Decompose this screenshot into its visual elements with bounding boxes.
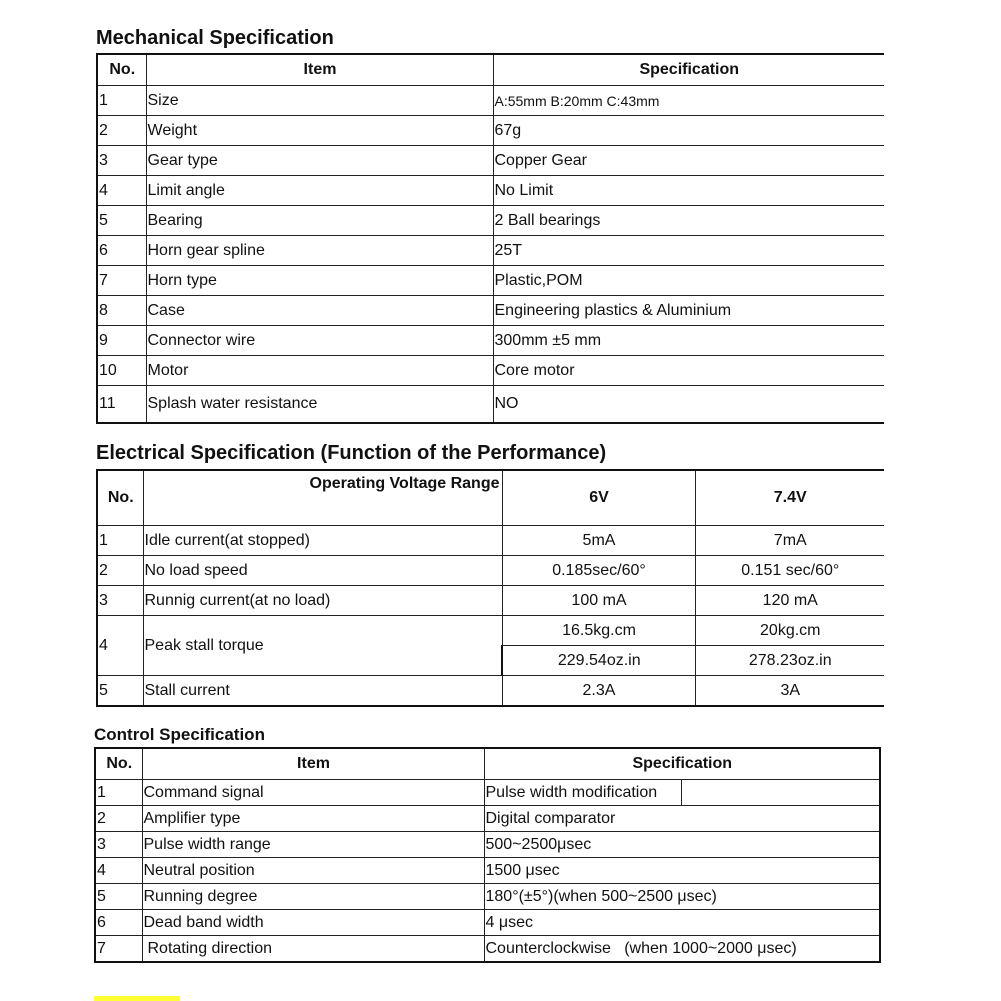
empty-cell xyxy=(681,780,880,806)
row-spec: Digital comparator xyxy=(484,806,880,832)
electrical-spec-title: Electrical Specification (Function of the Performance) xyxy=(96,442,607,464)
table-row xyxy=(97,266,884,296)
table-row xyxy=(97,326,884,356)
row-no: 5 xyxy=(97,206,146,236)
row-no: 1 xyxy=(95,780,142,806)
row-spec: 2 Ball bearings xyxy=(493,206,884,236)
row-no: 4 xyxy=(95,858,142,884)
row-spec: No Limit xyxy=(493,176,884,206)
header-operating-voltage-range: Operating Voltage Range xyxy=(143,470,502,526)
table-row xyxy=(97,616,884,646)
row-no: 4 xyxy=(97,176,146,206)
row-item: Case xyxy=(146,296,493,326)
row-no: 5 xyxy=(97,676,143,707)
row-7-4v-alt: 278.23oz.in xyxy=(695,646,884,676)
row-spec: NO xyxy=(493,386,884,424)
header-spec: Specification xyxy=(493,54,884,86)
header-item: Item xyxy=(142,748,484,780)
table-row xyxy=(97,526,884,556)
row-item: Splash water resistance xyxy=(146,386,493,424)
row-7-4v: 0.151 sec/60° xyxy=(695,556,884,586)
row-item: Pulse width range xyxy=(142,832,484,858)
row-no: 2 xyxy=(97,116,146,146)
row-item: Limit angle xyxy=(146,176,493,206)
table-row xyxy=(95,910,880,936)
row-7-4v: 3A xyxy=(695,676,884,707)
table-row xyxy=(97,86,884,116)
row-spec: Copper Gear xyxy=(493,146,884,176)
row-item: No load speed xyxy=(143,556,502,586)
row-item: Motor xyxy=(146,356,493,386)
table-row xyxy=(95,780,880,806)
table-row xyxy=(97,356,884,386)
row-spec: 1500 μsec xyxy=(484,858,880,884)
row-spec: 67g xyxy=(493,116,884,146)
header-6v: 6V xyxy=(502,470,695,526)
row-item: Command signal xyxy=(142,780,484,806)
row-spec: 25T xyxy=(493,236,884,266)
row-spec: Plastic,POM xyxy=(493,266,884,296)
row-item: Amplifier type xyxy=(142,806,484,832)
header-no: No. xyxy=(97,54,146,86)
row-spec: 500~2500μsec xyxy=(484,832,880,858)
table-row xyxy=(97,146,884,176)
row-spec: A:55mm B:20mm C:43mm xyxy=(493,86,884,116)
row-no: 3 xyxy=(97,146,146,176)
header-7-4v: 7.4V xyxy=(695,470,884,526)
header-no: No. xyxy=(97,470,143,526)
table-header-row xyxy=(97,54,884,86)
row-spec: Pulse width modification xyxy=(484,780,681,806)
row-item: Peak stall torque xyxy=(143,616,502,676)
control-spec-title: Control Specification xyxy=(94,725,265,744)
row-item: Runnig current(at no load) xyxy=(143,586,502,616)
row-no: 7 xyxy=(97,266,146,296)
header-no: No. xyxy=(95,748,142,780)
table-row xyxy=(97,586,884,616)
row-6v: 0.185sec/60° xyxy=(502,556,695,586)
row-item: Connector wire xyxy=(146,326,493,356)
row-no: 9 xyxy=(97,326,146,356)
table-header-row xyxy=(97,470,884,526)
row-item: Bearing xyxy=(146,206,493,236)
row-6v: 100 mA xyxy=(502,586,695,616)
header-item: Item xyxy=(146,54,493,86)
row-no: 1 xyxy=(97,86,146,116)
row-item: Rotating direction xyxy=(142,936,484,963)
row-no: 2 xyxy=(95,806,142,832)
row-spec: 300mm ±5 mm xyxy=(493,326,884,356)
table-row xyxy=(95,832,880,858)
row-7-4v: 20kg.cm xyxy=(695,616,884,646)
row-item: Horn gear spline xyxy=(146,236,493,266)
row-no: 7 xyxy=(95,936,142,963)
row-spec: 180°(±5°)(when 500~2500 μsec) xyxy=(484,884,880,910)
row-spec: Core motor xyxy=(493,356,884,386)
table-row xyxy=(97,206,884,236)
row-item: Gear type xyxy=(146,146,493,176)
row-item: Idle current(at stopped) xyxy=(143,526,502,556)
row-item: Size xyxy=(146,86,493,116)
row-no: 10 xyxy=(97,356,146,386)
row-6v: 5mA xyxy=(502,526,695,556)
mechanical-spec-title: Mechanical Specification xyxy=(96,27,334,49)
row-6v-alt: 229.54oz.in xyxy=(502,646,695,676)
row-no: 2 xyxy=(97,556,143,586)
row-no: 3 xyxy=(97,586,143,616)
row-item: Horn type xyxy=(146,266,493,296)
table-row xyxy=(97,236,884,266)
row-item: Weight xyxy=(146,116,493,146)
row-no: 5 xyxy=(95,884,142,910)
row-spec: Engineering plastics & Aluminium xyxy=(493,296,884,326)
row-spec: 4 μsec xyxy=(484,910,880,936)
table-row xyxy=(95,806,880,832)
row-no: 11 xyxy=(97,386,146,424)
row-no: 3 xyxy=(95,832,142,858)
row-6v: 2.3A xyxy=(502,676,695,707)
table-row xyxy=(97,296,884,326)
table-row xyxy=(95,936,880,963)
table-row xyxy=(97,176,884,206)
table-header-row xyxy=(95,748,880,780)
table-row xyxy=(97,676,884,707)
row-spec: Counterclockwise (when 1000~2000 μsec) xyxy=(484,936,880,963)
row-7-4v: 120 mA xyxy=(695,586,884,616)
row-no: 8 xyxy=(97,296,146,326)
table-row xyxy=(97,556,884,586)
mechanical-spec-table xyxy=(96,53,884,424)
electrical-spec-table xyxy=(96,469,884,707)
table-row xyxy=(97,116,884,146)
header-spec: Specification xyxy=(484,748,880,780)
row-no: 4 xyxy=(97,616,143,676)
row-no: 1 xyxy=(97,526,143,556)
row-item: Stall current xyxy=(143,676,502,707)
yellow-accent-bar xyxy=(94,996,180,1001)
row-7-4v: 7mA xyxy=(695,526,884,556)
row-item: Running degree xyxy=(142,884,484,910)
table-row xyxy=(97,386,884,424)
row-no: 6 xyxy=(95,910,142,936)
table-row xyxy=(95,858,880,884)
table-row xyxy=(95,884,880,910)
control-spec-table xyxy=(94,747,881,963)
row-item: Dead band width xyxy=(142,910,484,936)
row-6v: 16.5kg.cm xyxy=(502,616,695,646)
row-item: Neutral position xyxy=(142,858,484,884)
row-no: 6 xyxy=(97,236,146,266)
